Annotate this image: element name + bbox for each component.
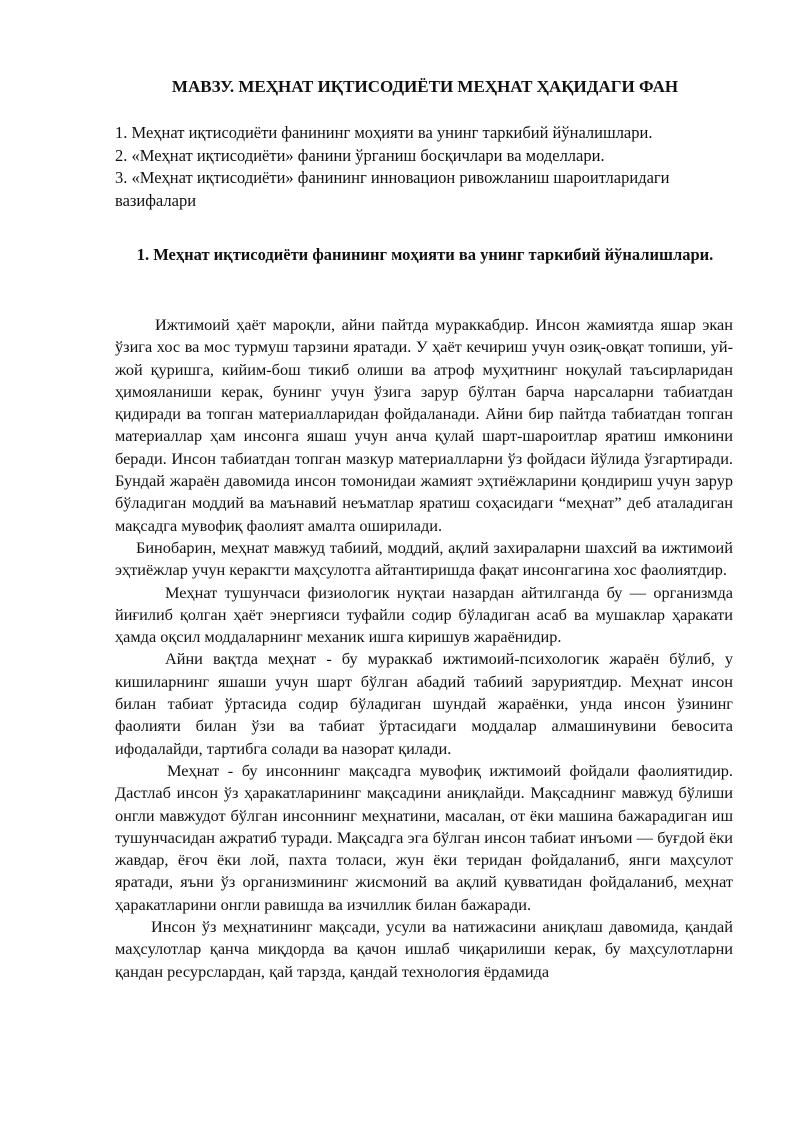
body-paragraph: Бинобарин, меҳнат мавжуд табиий, моддий, ақлий захираларни шахсий ва ижтимоий эҳтиёжлар учун керакгти маҳсулотга айтантиришда фақат инсонгагина хос фаолиятдир. <box>115 537 733 580</box>
body-paragraph: Айни вақтда меҳнат - бу мураккаб ижтимоий-психологик жараён бўлиб, у кишиларнинг яшаши учун шарт бўлган абадий табиий заруриятдир. Меҳнат инсон билан табиат ўртасида содир бўладиган шундай жараёнки, унда инсон ўзининг фаолияти билан ўзи ва табиат ўртасидаги моддалар алмашинувини бевосита ифодалайди, тартибга солади ва назорат қилади. <box>115 649 733 758</box>
body-paragraph: Ижтимоий ҳаёт мароқли, айни пайтда мураккабдир. Инсон жамиятда яшар экан ўзига хос ва мос турмуш тарзини яратади. У ҳаёт кечириш учун озиқ-овқат топиши, уй-жой қуришга, кийим-бош тикиб олиши ва атроф муҳитнинг ноқулай таъсирларидан ҳимояланиши керак, бунинг учун ўзига зарур бўлтан барча нарсаларни табиатдан қидиради ва топган материалларидан фойдаланади. Айни бир пайтда табиатдан топган материаллар ҳам инсонга яшаш учун анча қулай шарт-шароитлар яратиш имконини беради. Инсон табиатдан топган мазкур материалларни ўз фойдаси йўлида ўзгартиради. Бундай жараён давомида инсон томонидаи жамият эҳтиёжларини қондириш учун зарур бўладиган моддий ва маънавий неъматлар яратиш соҳасидаги “меҳнат” деб аталадиган мақсадга мувофиқ фаолият амалта оширилади. <box>115 315 733 535</box>
section-heading: 1. Меҳнат иқтисодиёти фанининг моҳияти ва унинг таркибий йўналишлари. <box>136 245 714 264</box>
body-paragraph: Меҳнат - бу инсоннинг мақсадга мувофиқ ижтимоий фойдали фаолиятидир. Дастлаб инсон ўз ҳаракатларининг мақсадини аниқлайди. Мақсаднинг мавжуд бўлиши онгли мавжудот бўлган инсоннинг меҳнатини, масалан, от ёки машина бажарадиган иш тушунчасидан ажратиб туради. Мақсадга эга бўлган инсон табиат инъоми — буғдой ёки жавдар, ёғоч ёки лой, пахта толаси, жун ёки теридан фойдаланиб, янги маҳсулот яратади, яъни ўз организмининг жисмоний ва ақлий қувватидан фойдаланиб, меҳнат ҳаракатларини онгли равишда ва изчиллик билан бажаради. <box>115 760 733 914</box>
body-paragraph: Инсон ўз меҳнатининг мақсади, усули ва натижасини аниқлаш давомида, қандай маҳсулотлар қанча миқдорда ва қачон ишлаб чиқарилиши керак, бу маҳсулотларни қандан ресурслардан, қай тарзда, қандай технология ёрдамида <box>115 917 733 981</box>
outline-item: 3. «Меҳнат иқтисодиёти» фанининг инновацион ривожланиш шароитларидаги вазифалари <box>115 168 670 210</box>
body-paragraph: Меҳнат тушунчаси физиологик нуқтаи назардан айтилганда бу — организмда йиғилиб қолган ҳаёт энергияси туфайли содир бўладиган асаб ва мушаклар ҳаракати ҳамда оқсил моддаларнинг механик ишга киришув жараёнидир. <box>115 582 733 647</box>
topic-outline <box>115 122 735 212</box>
outline-item: 2. «Меҳнат иқтисодиёти» фанини ўрганиш босқичлари ва моделлари. <box>115 145 605 165</box>
document-title: МАВЗУ. МЕҲНАТ ИҚТИСОДИЁТИ МЕҲНАТ ҲАҚИДАГИ ФАН <box>171 77 679 96</box>
section-body <box>115 314 733 983</box>
outline-item: 1. Меҳнат иқтисодиёти фанининг моҳияти ва унинг таркибий йўналишлари. <box>115 123 653 142</box>
